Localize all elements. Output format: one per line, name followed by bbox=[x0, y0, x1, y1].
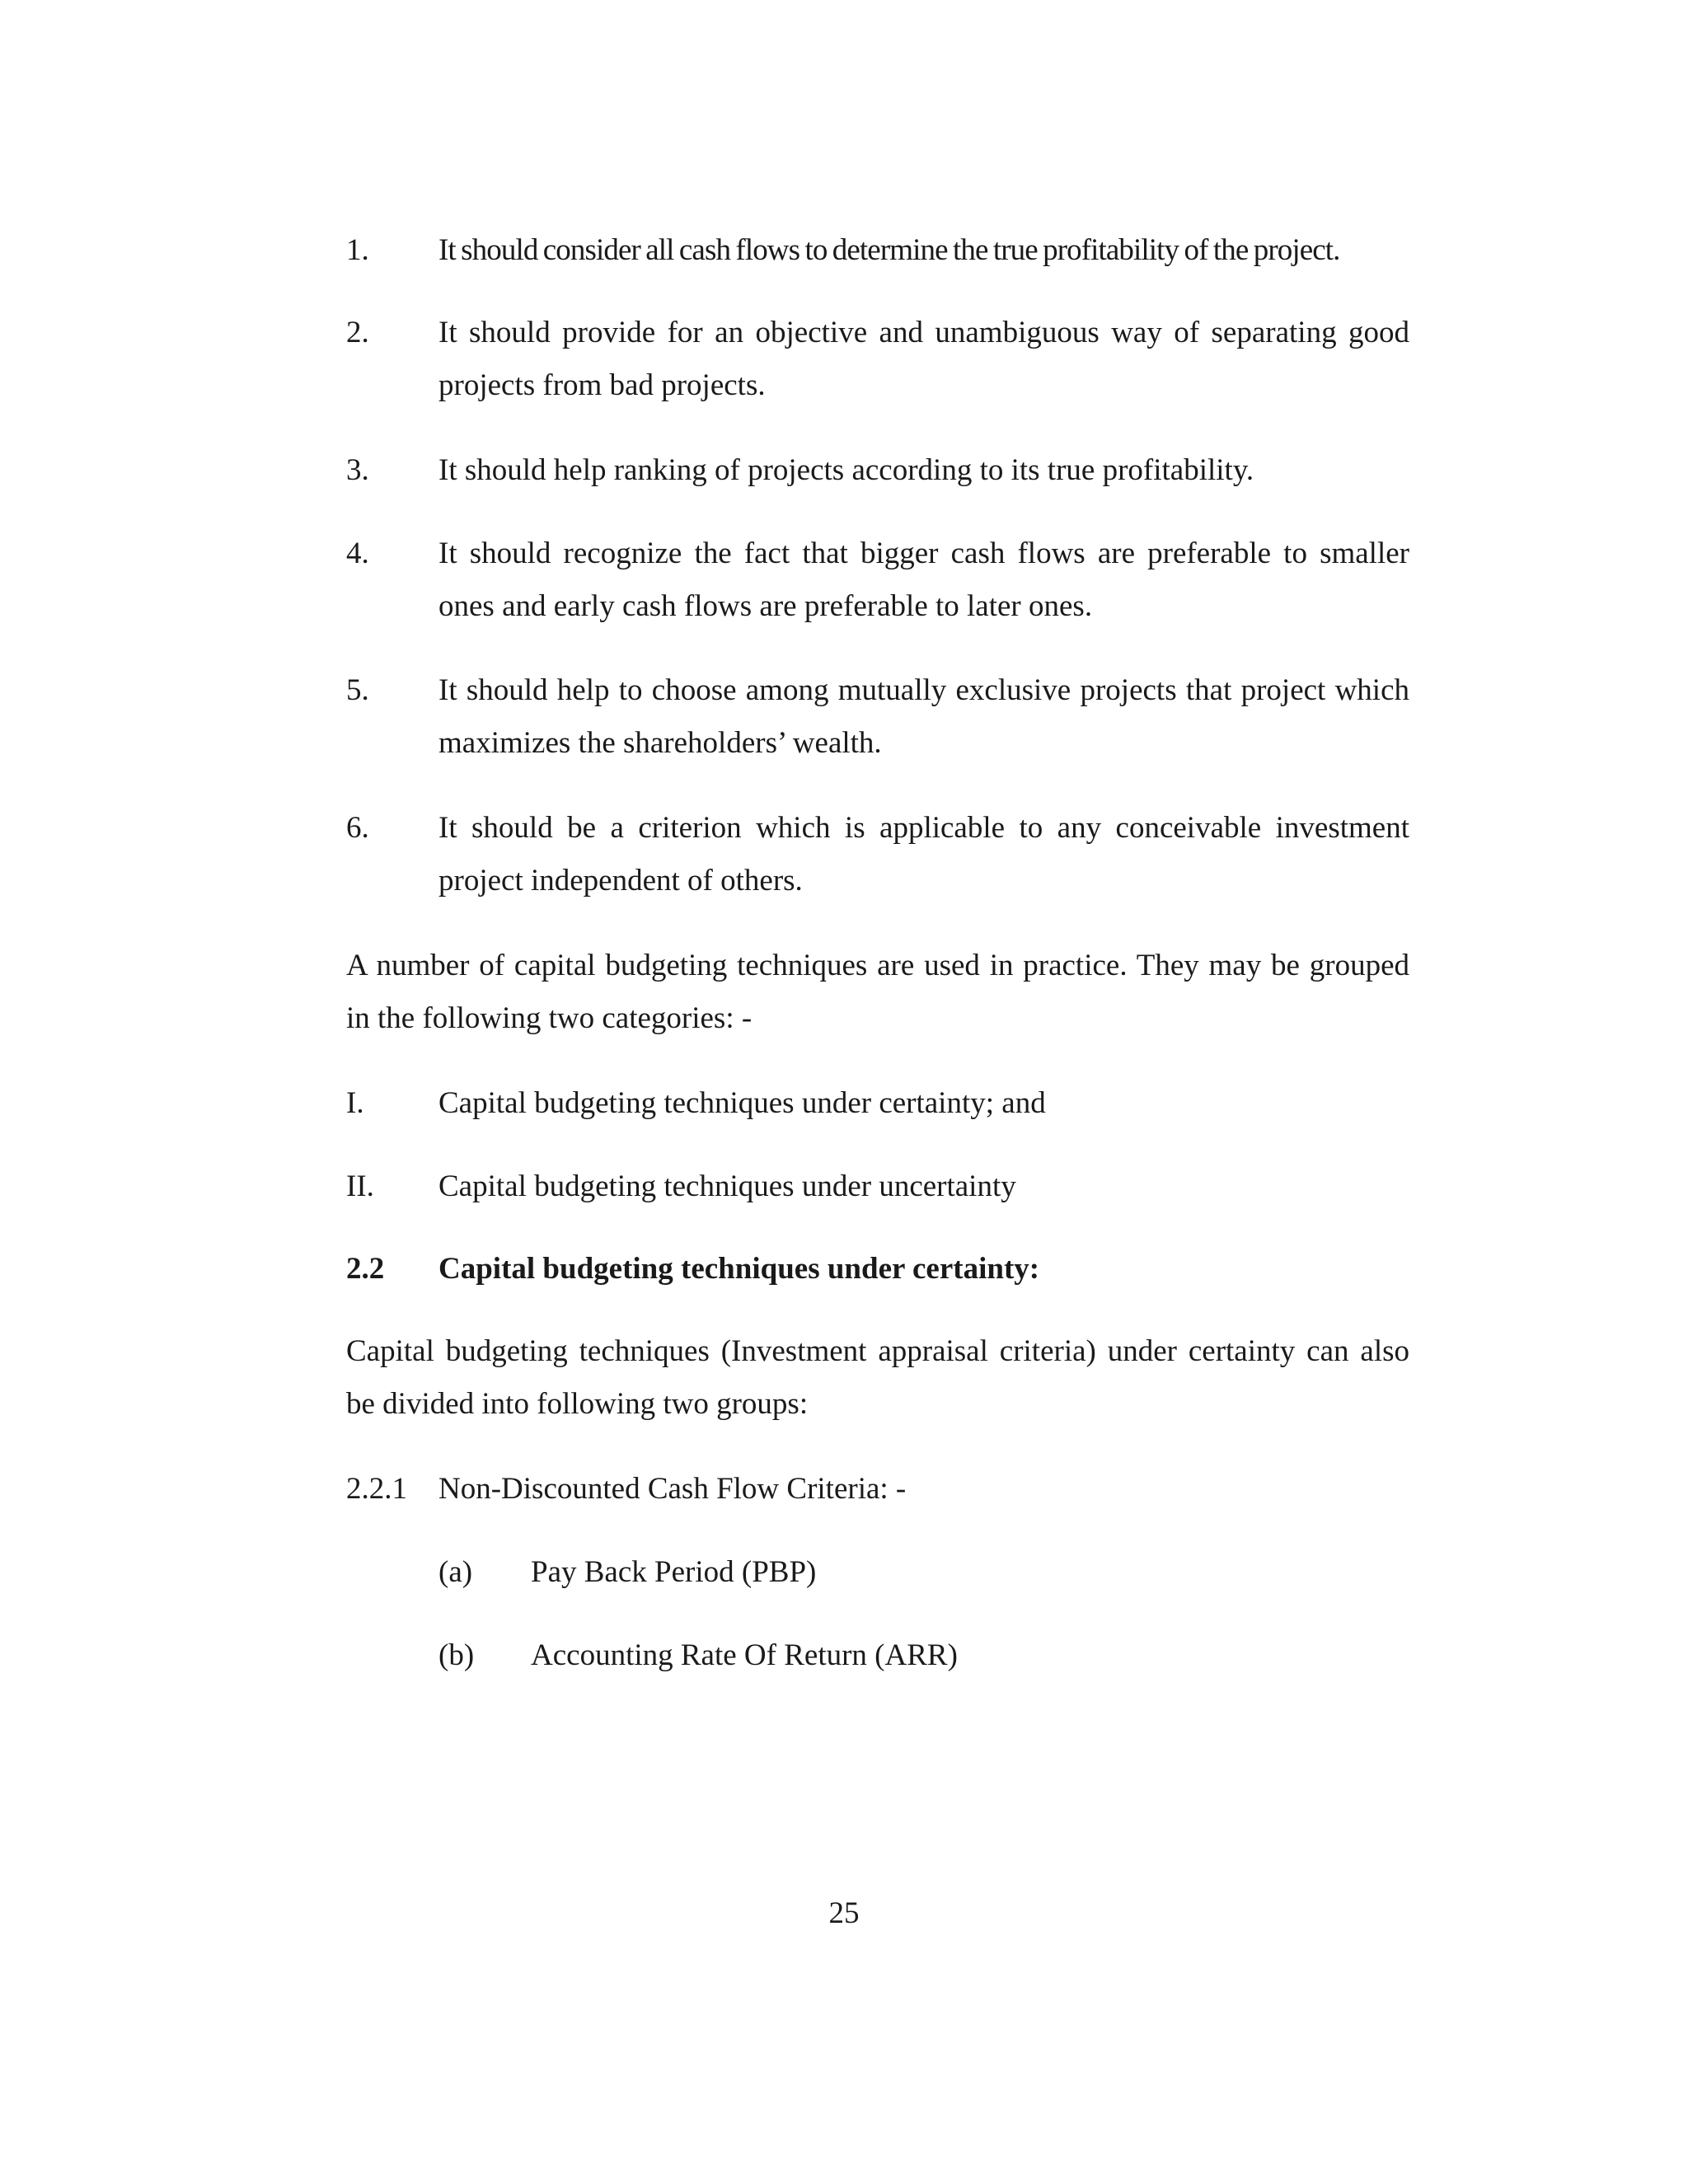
list-number: 6. bbox=[346, 811, 369, 845]
criteria-item-1 bbox=[346, 224, 1409, 277]
list-number: 5. bbox=[346, 673, 369, 707]
intro-paragraph: A number of capital budgeting techniques are used in practice. They may be grouped in the following two categories: - bbox=[346, 949, 1409, 1035]
list-number: 1. bbox=[346, 233, 369, 267]
list-number: 3. bbox=[346, 453, 369, 487]
criteria-item-6 bbox=[346, 802, 1409, 907]
page-number: 25 bbox=[828, 1896, 860, 1930]
list-text: It should provide for an objective and unambiguous way of separating good projects from bad projects. bbox=[438, 316, 1409, 402]
list-text: It should help to choose among mutually exclusive projects that project which maximizes the shareholders’ wealth. bbox=[438, 673, 1409, 760]
criteria-item-5 bbox=[346, 664, 1409, 770]
list-text: Accounting Rate Of Return (ARR) bbox=[531, 1638, 958, 1672]
list-number: 4. bbox=[346, 537, 369, 570]
subitem-a bbox=[438, 1546, 1263, 1599]
list-number: (a) bbox=[438, 1555, 473, 1589]
list-text: Capital budgeting techniques under certainty; and bbox=[438, 1086, 1046, 1120]
section-number: 2.2 bbox=[346, 1252, 385, 1286]
list-text: It should help ranking of projects according to its true profitability. bbox=[438, 453, 1254, 487]
list-text: Pay Back Period (PBP) bbox=[531, 1555, 817, 1589]
criteria-item-3 bbox=[346, 444, 1409, 497]
subsection-heading bbox=[346, 1463, 1409, 1516]
criteria-item-4 bbox=[346, 527, 1409, 633]
list-number: I. bbox=[346, 1086, 364, 1120]
list-number: II. bbox=[346, 1169, 374, 1203]
list-text: Capital budgeting techniques under uncertainty bbox=[438, 1169, 1016, 1203]
criteria-item-2 bbox=[346, 307, 1409, 412]
list-text: It should recognize the fact that bigger cash flows are preferable to smaller ones and early cash flows are preferable to later ones. bbox=[438, 537, 1409, 623]
category-item-2 bbox=[346, 1160, 1409, 1213]
list-number: 2. bbox=[346, 316, 369, 349]
list-text: It should consider all cash flows to determine the true profitability of the project. bbox=[438, 233, 1340, 267]
category-item-1 bbox=[346, 1077, 1409, 1130]
section-heading bbox=[346, 1243, 1409, 1296]
section-paragraph: Capital budgeting techniques (Investment appraisal criteria) under certainty can also be divided into following two groups: bbox=[346, 1334, 1409, 1421]
section-title: Capital budgeting techniques under certainty: bbox=[438, 1252, 1040, 1286]
list-text: It should be a criterion which is applicable to any conceivable investment project independent of others. bbox=[438, 811, 1409, 898]
subsection-title: Non-Discounted Cash Flow Criteria: - bbox=[438, 1472, 907, 1506]
subsection-number: 2.2.1 bbox=[346, 1472, 407, 1506]
subitem-b bbox=[438, 1629, 1263, 1682]
list-number: (b) bbox=[438, 1638, 475, 1672]
